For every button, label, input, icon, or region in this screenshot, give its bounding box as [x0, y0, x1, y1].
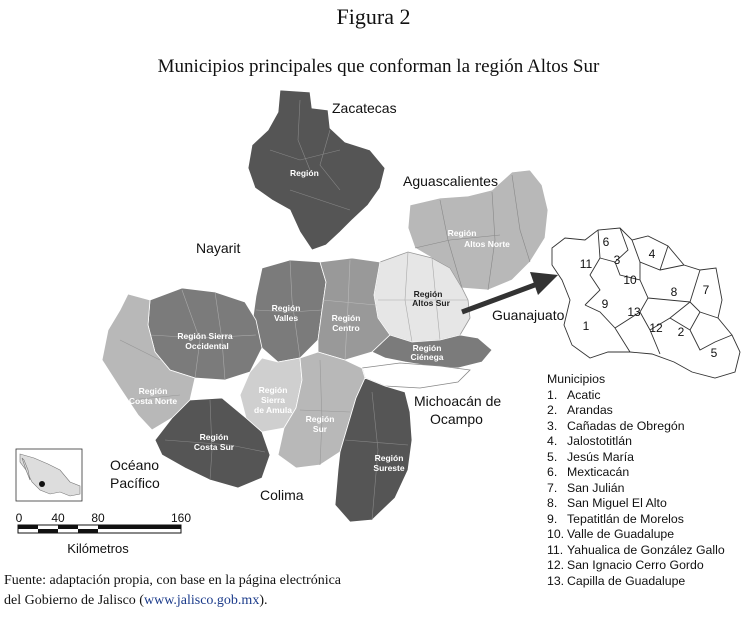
- municipio-item: [547, 558, 725, 574]
- scale-tick-80: 80: [91, 511, 105, 525]
- municipio-name: Jalostotitlán: [567, 434, 632, 448]
- municipio-name: San Miguel El Alto: [567, 496, 667, 510]
- municipio-name: San Ignacio Cerro Gordo: [567, 558, 704, 572]
- detail-num-8: 8: [670, 285, 678, 299]
- municipio-number: 11.: [547, 542, 564, 557]
- municipio-number: 12.: [547, 558, 565, 572]
- label-zacatecas: Zacatecas: [332, 100, 397, 116]
- municipio-name: Valle de Guadalupe: [567, 527, 675, 541]
- scale-unit: Kilómetros: [67, 541, 129, 556]
- figure-title: Municipios principales que conforman la región Altos Sur: [157, 56, 600, 77]
- municipio-number: 3.: [547, 418, 558, 433]
- region-label-altos-sur-2: Altos Sur: [412, 298, 450, 308]
- municipio-number: 9.: [547, 511, 558, 526]
- municipio-number: 13.: [547, 573, 565, 588]
- region-label-altos-norte-2: Altos Norte: [464, 239, 510, 249]
- region-label-costa-norte-2: Costa Norte: [128, 396, 178, 406]
- region-label-sierra-amula-3: de Amula: [254, 405, 292, 415]
- municipio-item: [547, 496, 725, 512]
- municipio-item: [547, 481, 725, 497]
- municipio-item: [547, 388, 725, 404]
- region-label-sureste-2: Sureste: [373, 463, 405, 473]
- detail-num-4: 4: [648, 247, 656, 261]
- detail-num-13: 13: [627, 305, 641, 319]
- scale-tick-40: 40: [51, 511, 65, 525]
- region-label-valles-2: Valles: [273, 313, 299, 323]
- municipio-name: San Julián: [567, 480, 625, 495]
- municipio-number: 7.: [547, 480, 558, 495]
- municipio-item: [547, 403, 725, 419]
- region-label-costa-sur-2: Costa Sur: [193, 442, 235, 452]
- municipio-number: 1.: [547, 387, 558, 402]
- label-guanajuato: Guanajuato: [492, 307, 565, 323]
- detail-num-2: 2: [677, 325, 685, 339]
- detail-num-10: 10: [623, 273, 637, 287]
- region-label-sierra-amula-2: Sierra: [260, 395, 286, 405]
- municipio-number: 8.: [547, 496, 558, 510]
- municipio-item: [547, 527, 725, 543]
- municipio-item: [547, 512, 725, 528]
- region-label-sierra-amula-1: Región: [258, 385, 288, 395]
- label-colima: Colima: [260, 487, 304, 503]
- region-label-norte: Región: [290, 168, 319, 178]
- region-label-sierra-occ-2: Occidental: [185, 341, 229, 351]
- region-label-centro-1: Región: [331, 313, 361, 323]
- municipio-item: [547, 450, 725, 466]
- municipio-item: [547, 543, 725, 559]
- municipio-name: Capilla de Guadalupe: [567, 573, 686, 588]
- municipio-number: 2.: [547, 403, 558, 417]
- municipio-name: Cañadas de Obregón: [567, 418, 685, 433]
- source-suffix: ).: [259, 593, 268, 608]
- municipio-name: Arandas: [567, 403, 613, 417]
- label-aguascalientes: Aguascalientes: [403, 173, 498, 189]
- figure-label: Figura 2: [336, 4, 411, 29]
- label-nayarit: Nayarit: [196, 240, 241, 256]
- municipio-number: 6.: [547, 465, 558, 479]
- municipio-number: 10.: [547, 527, 565, 541]
- municipio-name: Mexticacán: [567, 465, 630, 479]
- detail-num-5: 5: [710, 346, 718, 360]
- municipio-name: Jesús María: [567, 449, 634, 464]
- region-label-altos-sur-1: Región: [413, 289, 443, 299]
- scale-bar: [18, 525, 181, 533]
- source-note: [4, 571, 341, 611]
- region-label-altos-norte-1: Región: [447, 228, 477, 238]
- region-label-sierra-occ-1: Región Sierra: [177, 331, 233, 341]
- label-pacifico: Pacífico: [110, 475, 160, 491]
- source-line-2: [4, 591, 341, 611]
- municipios-heading: Municipios: [547, 372, 606, 386]
- label-oceano: Océano: [110, 457, 160, 473]
- region-label-sureste-1: Región: [374, 453, 404, 463]
- municipio-item: [547, 465, 725, 481]
- municipio-name: Yahualica de González Gallo: [567, 542, 725, 557]
- detail-num-9: 9: [601, 297, 609, 311]
- mexico-inset-map: [16, 449, 82, 501]
- region-label-sur-1: Región: [305, 414, 335, 424]
- municipios-list: [547, 388, 725, 590]
- source-link[interactable]: www.jalisco.gob.mx: [143, 593, 260, 608]
- source-line-1: Fuente: adaptación propia, con base en la página electrónica: [4, 573, 342, 588]
- detail-num-12: 12: [649, 321, 663, 335]
- municipio-item: [547, 434, 725, 450]
- detail-num-6: 6: [602, 235, 610, 249]
- source-prefix: del Gobierno de Jalisco (: [4, 593, 144, 608]
- region-label-centro-2: Centro: [332, 323, 360, 333]
- municipio-item: [547, 574, 725, 590]
- region-label-cienega-2: Ciénega: [410, 352, 444, 362]
- detail-num-11: 11: [579, 257, 593, 271]
- municipio-number: 5.: [547, 449, 558, 464]
- municipio-item: [547, 419, 725, 435]
- municipio-name: Tepatitlán de Morelos: [567, 511, 684, 526]
- municipios-legend: [547, 372, 725, 589]
- region-label-costa-sur-1: Región: [199, 432, 229, 442]
- region-label-cienega-1: Región: [412, 343, 442, 353]
- detail-num-1: 1: [582, 319, 590, 333]
- scale-tick-0: 0: [15, 511, 23, 525]
- detail-num-3: 3: [613, 253, 621, 267]
- region-label-valles-1: Región: [271, 303, 301, 313]
- label-ocampo: Ocampo: [430, 411, 483, 427]
- region-label-costa-norte-1: Región: [138, 386, 168, 396]
- scale-tick-160: 160: [170, 511, 192, 525]
- municipio-number: 4.: [547, 434, 558, 448]
- municipio-name: Acatic: [567, 387, 601, 402]
- region-label-sur-2: Sur: [312, 424, 328, 434]
- label-michoacan: Michoacán de: [414, 393, 502, 409]
- detail-num-7: 7: [702, 283, 710, 297]
